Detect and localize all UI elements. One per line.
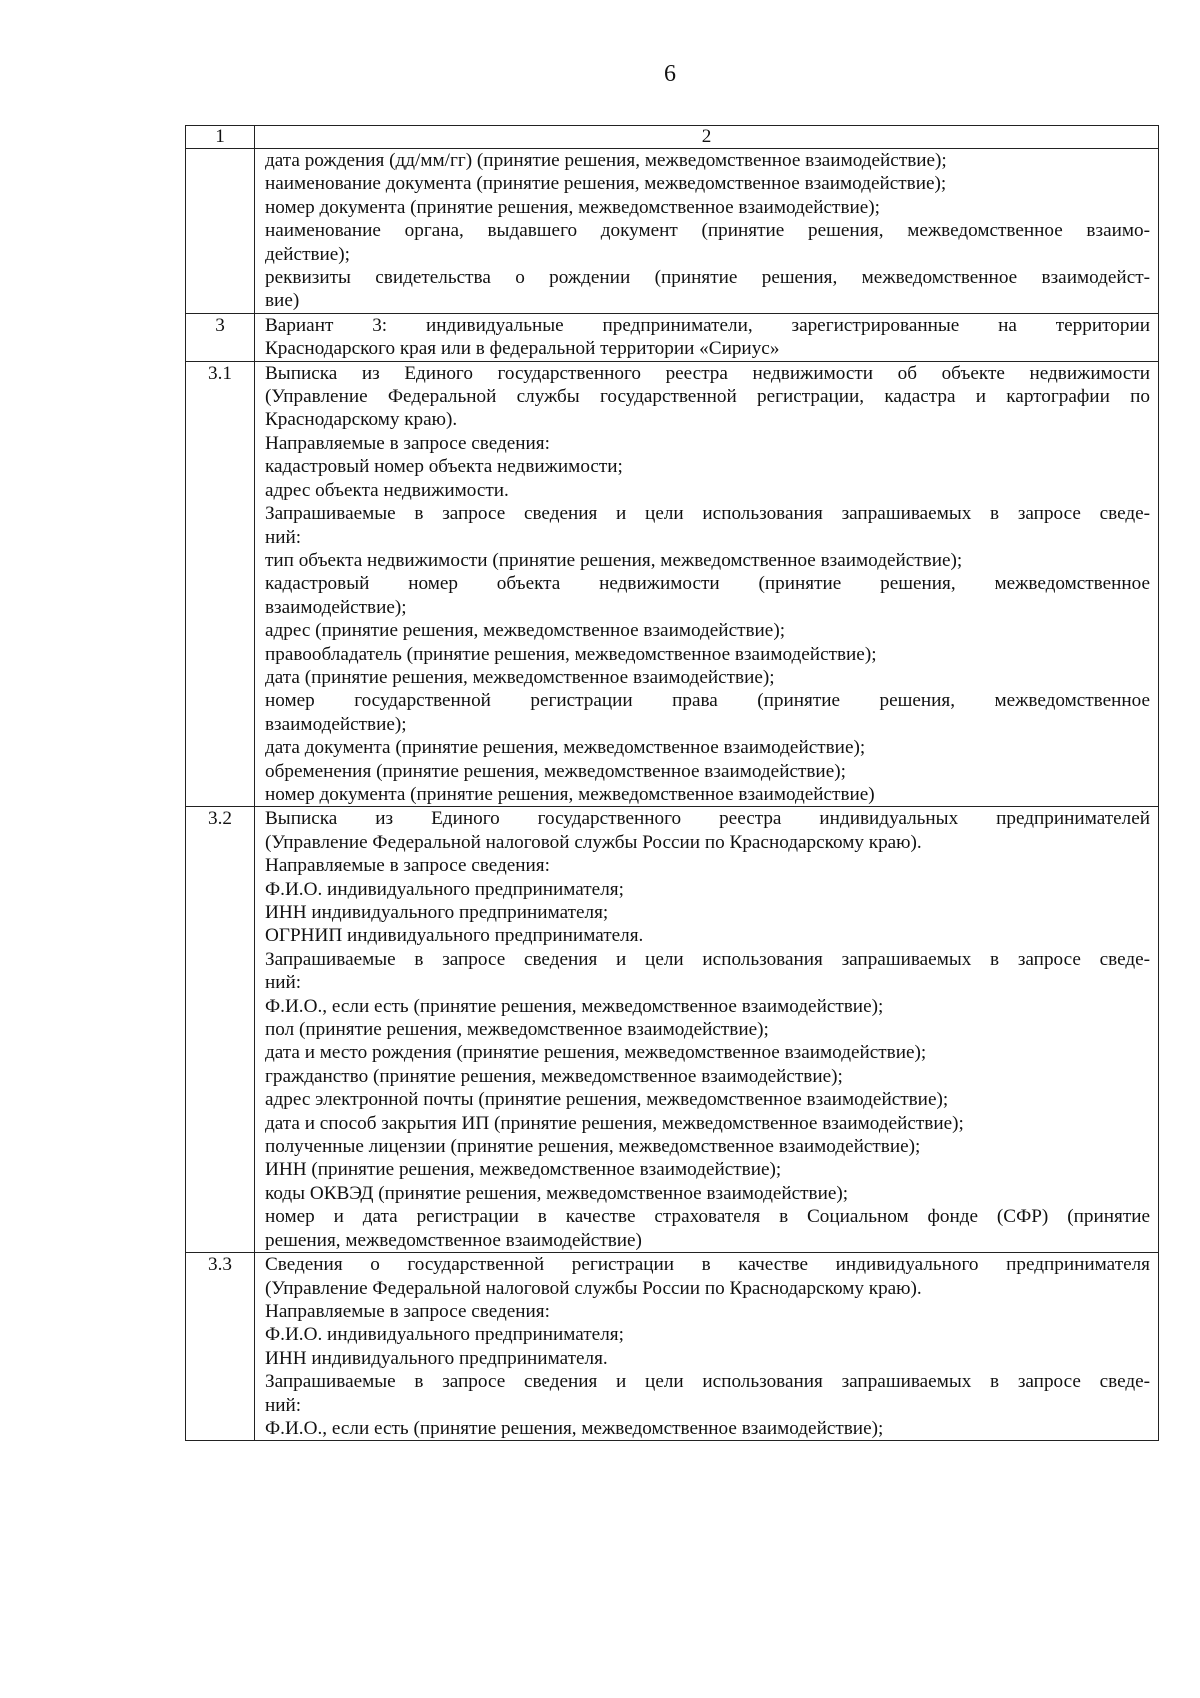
text-line: ОГРНИП индивидуального предпринимателя. xyxy=(265,925,644,947)
row-number: 3.3 xyxy=(208,1254,232,1276)
text-line: Ф.И.О. индивидуального предпринимателя; xyxy=(265,1324,624,1346)
text-line: Направляемые в запросе сведения: xyxy=(265,432,550,454)
text-line: Краснодарскому краю). xyxy=(265,409,458,431)
text-line: адрес (принятие решения, межведомственное взаимодействие); xyxy=(265,620,786,642)
header-col-2: 2 xyxy=(255,126,1159,149)
text-line: Ф.И.О. индивидуального предпринимателя; xyxy=(265,878,624,900)
text-line: (Управление Федеральной налоговой службы России по Краснодарскому краю). xyxy=(265,831,922,853)
text-line: дата (принятие решения, межведомственное взаимодействие); xyxy=(265,666,775,688)
header-col-1: 1 xyxy=(186,126,255,149)
table-row-3-2 xyxy=(186,807,1159,1253)
text-line: (Управление Федеральной налоговой службы России по Краснодарскому краю). xyxy=(265,1277,922,1299)
text-line: кадастровый номер объекта недвижимости (принятие решения, межведомственное xyxy=(265,573,1150,595)
text-line: Выписка из Единого государственного реестра недвижимости об объекте недвижимости xyxy=(265,362,1150,384)
row-number-cell xyxy=(186,149,255,314)
text-line: тип объекта недвижимости (принятие решения, межведомственное взаимодействие); xyxy=(265,549,963,571)
text-line: ний: xyxy=(265,526,302,548)
text-line: коды ОКВЭД (принятие решения, межведомственное взаимодействие); xyxy=(265,1182,849,1204)
row-number-cell xyxy=(186,1253,255,1441)
text-line: Вариант 3: индивидуальные предприниматели, зарегистрированные на территории xyxy=(265,314,1150,336)
text-line: ний: xyxy=(265,1394,302,1416)
row-number: 3.1 xyxy=(208,362,232,384)
table-row-3-3 xyxy=(186,1253,1159,1441)
text-line: взаимодействие); xyxy=(265,713,407,735)
text-line: ИНН (принятие решения, межведомственное взаимодействие); xyxy=(265,1159,782,1181)
text-line: вие) xyxy=(265,290,300,312)
page-number: 6 xyxy=(664,61,676,87)
text-line: дата и место рождения (принятие решения, межведомственное взаимодействие); xyxy=(265,1042,927,1064)
text-line: номер документа (принятие решения, межведомственное взаимодействие); xyxy=(265,196,881,218)
text-line: адрес объекта недвижимости. xyxy=(265,479,509,501)
text-line: дата документа (принятие решения, межведомственное взаимодействие); xyxy=(265,737,866,759)
row-content-cell xyxy=(255,807,1159,1253)
text-line: Запрашиваемые в запросе сведения и цели использования запрашиваемых в запросе сведе- xyxy=(265,1371,1150,1393)
text-line: адрес электронной почты (принятие решения, межведомственное взаимодействие); xyxy=(265,1089,949,1111)
text-line: Запрашиваемые в запросе сведения и цели использования запрашиваемых в запросе сведе- xyxy=(265,503,1150,525)
text-line: пол (принятие решения, межведомственное взаимодействие); xyxy=(265,1019,769,1041)
table-row-3-1 xyxy=(186,361,1159,807)
row-number: 3 xyxy=(215,314,225,336)
row-content-cell xyxy=(255,149,1159,314)
row-number: 3.2 xyxy=(208,808,232,830)
text-line: правообладатель (принятие решения, межведомственное взаимодействие); xyxy=(265,643,877,665)
text-line: действие); xyxy=(265,243,351,265)
row-number-cell xyxy=(186,807,255,1253)
text-line: Запрашиваемые в запросе сведения и цели использования запрашиваемых в запросе сведе- xyxy=(265,948,1150,970)
text-line: наименование органа, выдавшего документ (принятие решения, межведомственное взаимо- xyxy=(265,220,1150,242)
text-line: Ф.И.О., если есть (принятие решения, межведомственное взаимодействие); xyxy=(265,995,884,1017)
table-header-row xyxy=(186,126,1159,149)
text-line: номер и дата регистрации в качестве страхователя в Социальном фонде (СФР) (принятие xyxy=(265,1206,1150,1228)
text-line: ИНН индивидуального предпринимателя. xyxy=(265,1347,608,1369)
text-line: полученные лицензии (принятие решения, межведомственное взаимодействие); xyxy=(265,1136,921,1158)
row-content-cell xyxy=(255,313,1159,361)
text-line: (Управление Федеральной службы государственной регистрации, кадастра и картографии по xyxy=(265,386,1150,408)
text-line: наименование документа (принятие решения, межведомственное взаимодействие); xyxy=(265,173,947,195)
text-line: ний: xyxy=(265,972,302,994)
requirements-table xyxy=(185,125,1159,1441)
text-line: Направляемые в запросе сведения: xyxy=(265,1300,550,1322)
table-row-variant-3 xyxy=(186,313,1159,361)
text-line: гражданство (принятие решения, межведомственное взаимодействие); xyxy=(265,1065,843,1087)
text-line: Сведения о государственной регистрации в качестве индивидуального предпринимателя xyxy=(265,1254,1150,1276)
text-line: номер документа (принятие решения, межведомственное взаимодействие) xyxy=(265,783,875,805)
text-line: Ф.И.О., если есть (принятие решения, межведомственное взаимодействие); xyxy=(265,1417,884,1439)
text-line: номер государственной регистрации права (принятие решения, межведомственное xyxy=(265,690,1150,712)
text-line: Выписка из Единого государственного реестра индивидуальных предпринимателей xyxy=(265,808,1150,830)
text-line: дата и способ закрытия ИП (принятие решения, межведомственное взаимодействие); xyxy=(265,1112,964,1134)
text-line: кадастровый номер объекта недвижимости; xyxy=(265,456,623,478)
table-row-continuation xyxy=(186,149,1159,314)
row-content-cell xyxy=(255,1253,1159,1441)
text-line: ИНН индивидуального предпринимателя; xyxy=(265,902,609,923)
text-line: Краснодарского края или в федеральной территории «Сириус» xyxy=(265,338,780,360)
row-number-cell xyxy=(186,313,255,361)
row-number-cell xyxy=(186,361,255,807)
text-line: взаимодействие); xyxy=(265,596,407,618)
text-line: Направляемые в запросе сведения: xyxy=(265,855,550,877)
text-line: решения, межведомственное взаимодействие) xyxy=(265,1229,642,1251)
text-line: реквизиты свидетельства о рождении (принятие решения, межведомственное взаимодейст- xyxy=(265,267,1150,289)
text-line: обременения (принятие решения, межведомственное взаимодействие); xyxy=(265,760,846,782)
row-content-cell xyxy=(255,361,1159,807)
text-line: дата рождения (дд/мм/гг) (принятие решения, межведомственное взаимодействие); xyxy=(265,150,947,171)
